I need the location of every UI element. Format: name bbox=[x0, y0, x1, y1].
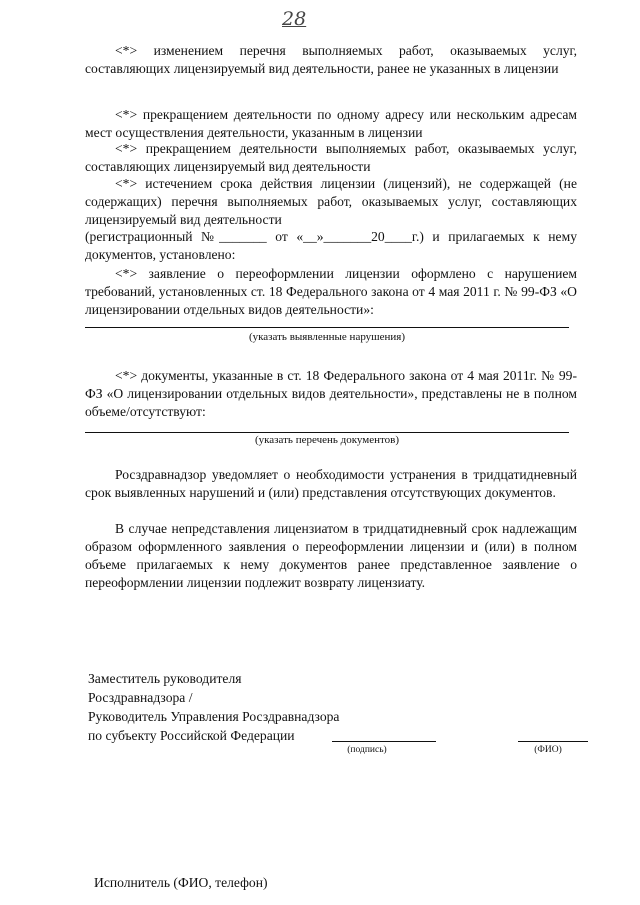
signature-line bbox=[332, 741, 436, 742]
signer-title-1: Заместитель руководителя bbox=[88, 671, 242, 686]
paragraph-expiry: <*> истечением срока действия лицензии (лицензий), не содержащей (не содержащих) перечня выполняемых работ, оказываемых услуг, составляющих лицензируемый вид деятельности bbox=[85, 176, 577, 227]
paragraph-violations: <*> заявление о переоформлении лицензии оформлено с нарушением требований, установленных ст. 18 Федерального закона от 4 мая 2011 г. № 99-ФЗ «О лицензировании отдельных видов деятельности»: bbox=[85, 266, 577, 317]
signer-title-4: по субъекту Российской Федерации bbox=[88, 728, 295, 743]
paragraph-documents: <*> документы, указанные в ст. 18 Федерального закона от 4 мая 2011г. № 99-ФЗ «О лицензировании отдельных видов деятельности», представлены не в полном объеме/отсутствуют: bbox=[85, 368, 577, 419]
paragraph-return: В случае непредставления лицензиатом в тридцатидневный срок надлежащим образом оформленного заявления о переоформлении лицензии и (или) в полном объеме прилагаемых к нему документов ранее представленное заявление о переоформлении лицензии подлежит возврату лицензиату. bbox=[85, 521, 577, 590]
signer-title-3: Руководитель Управления Росздравнадзора bbox=[88, 709, 340, 724]
documents-underline bbox=[85, 432, 569, 433]
name-caption: (ФИО) bbox=[534, 745, 562, 755]
violations-underline bbox=[85, 327, 569, 328]
paragraph-change-list: <*> изменением перечня выполняемых работ, оказываемых услуг, составляющих лицензируемый вид деятельности, ранее не указанных в лицензии bbox=[85, 43, 577, 76]
paragraph-stop-works: <*> прекращением деятельности выполняемых работ, оказываемых услуг, составляющих лицензируемый вид деятельности bbox=[85, 141, 577, 174]
page-number: 28 bbox=[282, 8, 307, 30]
documents-caption: (указать перечень документов) bbox=[254, 434, 400, 446]
signer-title-2: Росздравнадзора / bbox=[88, 690, 193, 705]
violations-caption: (указать выявленные нарушения) bbox=[248, 331, 406, 343]
signature-caption: (подпись) bbox=[347, 745, 387, 755]
paragraph-registration: (регистрационный №_______ от «__»_______20____г.) и прилагаемых к нему документов, установлено: bbox=[85, 229, 577, 262]
paragraph-notification: Росздравнадзор уведомляет о необходимости устранения в тридцатидневный срок выявленных нарушений и (или) представления отсутствующих документов. bbox=[85, 467, 577, 500]
paragraph-stop-address: <*> прекращением деятельности по одному адресу или нескольким адресам мест осуществления деятельности, указанным в лицензии bbox=[85, 107, 577, 140]
executor-label: Исполнитель (ФИО, телефон) bbox=[94, 875, 268, 890]
name-line bbox=[518, 741, 588, 742]
